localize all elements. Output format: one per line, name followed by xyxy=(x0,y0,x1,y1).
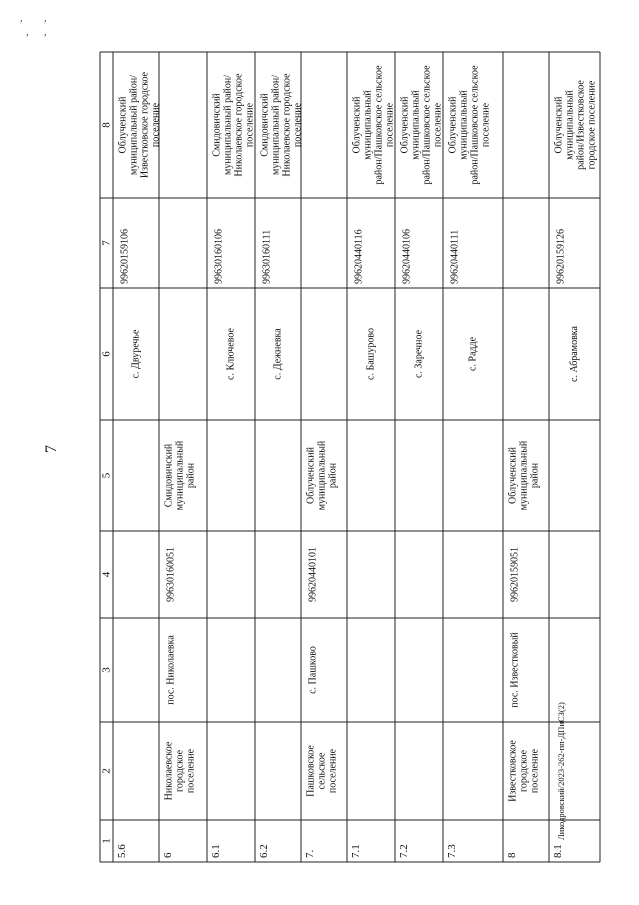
cell-c7-text: 99620159126 xyxy=(555,229,567,284)
row-index: 7.1 xyxy=(350,844,362,858)
cell-c6-text: с. Радде xyxy=(467,336,479,372)
cell-c8-text: Николаевское городское xyxy=(233,73,245,177)
cell-c6-text: с. Дежневка xyxy=(272,328,284,380)
cell-c7-text: 99620159106 xyxy=(119,229,131,284)
cell-c8-text: муниципальный xyxy=(564,90,576,160)
cell-c2-text: Николаевское xyxy=(163,741,175,801)
cell-c8-text: поселение xyxy=(244,102,256,148)
cell-c2-text: Пашковское xyxy=(305,745,317,797)
cell-c6-text: с. Ключевое xyxy=(225,328,237,380)
cell-c8-text: муниципальный xyxy=(458,90,470,160)
row-index: 7.2 xyxy=(398,844,410,858)
cell-c6-text: с. Абрамовка xyxy=(569,326,580,382)
cell-c8-text: поселение xyxy=(150,102,162,148)
cell-c8-text: поселение xyxy=(480,102,492,148)
cell-c8-text: район/Пашковское сельское xyxy=(469,65,481,185)
column-header-8: 8 xyxy=(100,122,113,128)
column-header-4: 4 xyxy=(100,571,113,578)
cell-c6-text: с. Заречное xyxy=(413,329,425,379)
row-index: 6.2 xyxy=(258,844,270,858)
cell-c5-text: район xyxy=(529,462,541,489)
cell-c3-text: пос. Николаевка xyxy=(165,635,177,705)
cell-c5-text: район xyxy=(327,462,339,489)
cell-c2-text: городское xyxy=(174,749,186,793)
cell-c2-text: поселение xyxy=(529,748,541,794)
cell-c5-text: район xyxy=(185,462,197,489)
row-index: 7. xyxy=(304,849,316,858)
cell-c8-text: район/Пашковское сельское xyxy=(421,65,433,185)
cell-c8-text: Облученский xyxy=(117,96,129,154)
column-header-3: 3 xyxy=(100,667,113,673)
scan-speck: , xyxy=(44,27,47,38)
cell-c4-text: 99620440101 xyxy=(307,547,319,602)
cell-c8-text: район/Пашковское сельское xyxy=(373,65,385,185)
column-header-1: 1 xyxy=(100,838,113,844)
cell-c7-text: 99620440106 xyxy=(401,229,413,284)
cell-c4-text: 99620159051 xyxy=(509,547,521,602)
row-index: 8.1 xyxy=(552,844,564,858)
cell-c8-text: муниципальный район/ xyxy=(128,74,140,176)
page-number: 7 xyxy=(43,445,60,453)
cell-c8-text: поселение xyxy=(384,102,396,148)
cell-c7-text: 99630160106 xyxy=(213,229,225,284)
cell-c8-text: Облученский xyxy=(553,96,565,154)
cell-c5-text: Облученский xyxy=(305,447,317,504)
cell-c6-text: с. Башурово xyxy=(365,328,377,380)
scan-speck: , xyxy=(26,27,29,38)
row-index: 7.3 xyxy=(446,844,458,858)
cell-c7-text: 99630160111 xyxy=(261,229,273,284)
document-reference: Ликодровский/2023-262-пп-ДПиСЗ(2) xyxy=(556,702,566,840)
cell-c8-text: муниципальный район/ xyxy=(270,74,282,176)
cell-c5-text: муниципальный xyxy=(518,440,530,511)
row-index: 8 xyxy=(506,852,518,858)
scan-speck: , xyxy=(20,13,23,24)
cell-c8-text: Облученский xyxy=(447,96,459,154)
cell-c8-text: Облученский xyxy=(351,96,363,154)
cell-c8-text: поселение xyxy=(432,102,444,148)
cell-c8-text: Николаевское городское xyxy=(281,73,293,177)
cell-c2-text: Известковское xyxy=(507,740,519,802)
cell-c6-text: с. Двуречье xyxy=(130,329,142,379)
cell-c8-text: Смидовичский xyxy=(259,93,271,157)
cell-c2-text: поселение xyxy=(185,748,197,794)
cell-c8-text: район/Известковское xyxy=(575,80,587,170)
cell-c8-text: муниципальный район/ xyxy=(222,74,234,176)
cell-c8-text: городское поселение xyxy=(586,80,598,170)
cell-c8-text: муниципальный xyxy=(410,90,422,160)
cell-c3-text: пос. Известковый xyxy=(509,632,521,708)
column-header-7: 7 xyxy=(100,240,113,246)
cell-c8-text: Известковское городское xyxy=(139,71,151,179)
cell-c7-text: 99620440111 xyxy=(449,229,461,284)
cell-c5-text: муниципальный xyxy=(174,440,186,511)
cell-c8-text: Смидовичский xyxy=(211,93,223,157)
cell-c2-text: сельское xyxy=(316,752,328,790)
cell-c7-text: 99620440116 xyxy=(353,229,365,284)
cell-c5-text: муниципальный xyxy=(316,440,328,511)
cell-c2-text: поселение xyxy=(327,748,339,794)
cell-c3-text: с. Пашково xyxy=(307,646,319,694)
cell-c4-text: 99630160051 xyxy=(165,547,177,602)
cell-c5-text: Смидовичский xyxy=(163,443,175,508)
row-index: 6 xyxy=(162,852,174,858)
row-index: 5.6 xyxy=(116,844,128,858)
cell-c2-text: городское xyxy=(518,749,530,793)
cell-c8-text: муниципальный xyxy=(362,90,374,160)
cell-c5-text: Облученский xyxy=(507,447,519,504)
column-header-5: 5 xyxy=(100,472,113,479)
cell-c8-text: поселение xyxy=(292,102,304,148)
row-index: 6.1 xyxy=(210,844,222,858)
column-header-2: 2 xyxy=(100,768,113,774)
column-header-6: 6 xyxy=(100,351,113,357)
scan-speck: , xyxy=(44,13,47,24)
cell-c8-text: Облученский xyxy=(399,96,411,154)
